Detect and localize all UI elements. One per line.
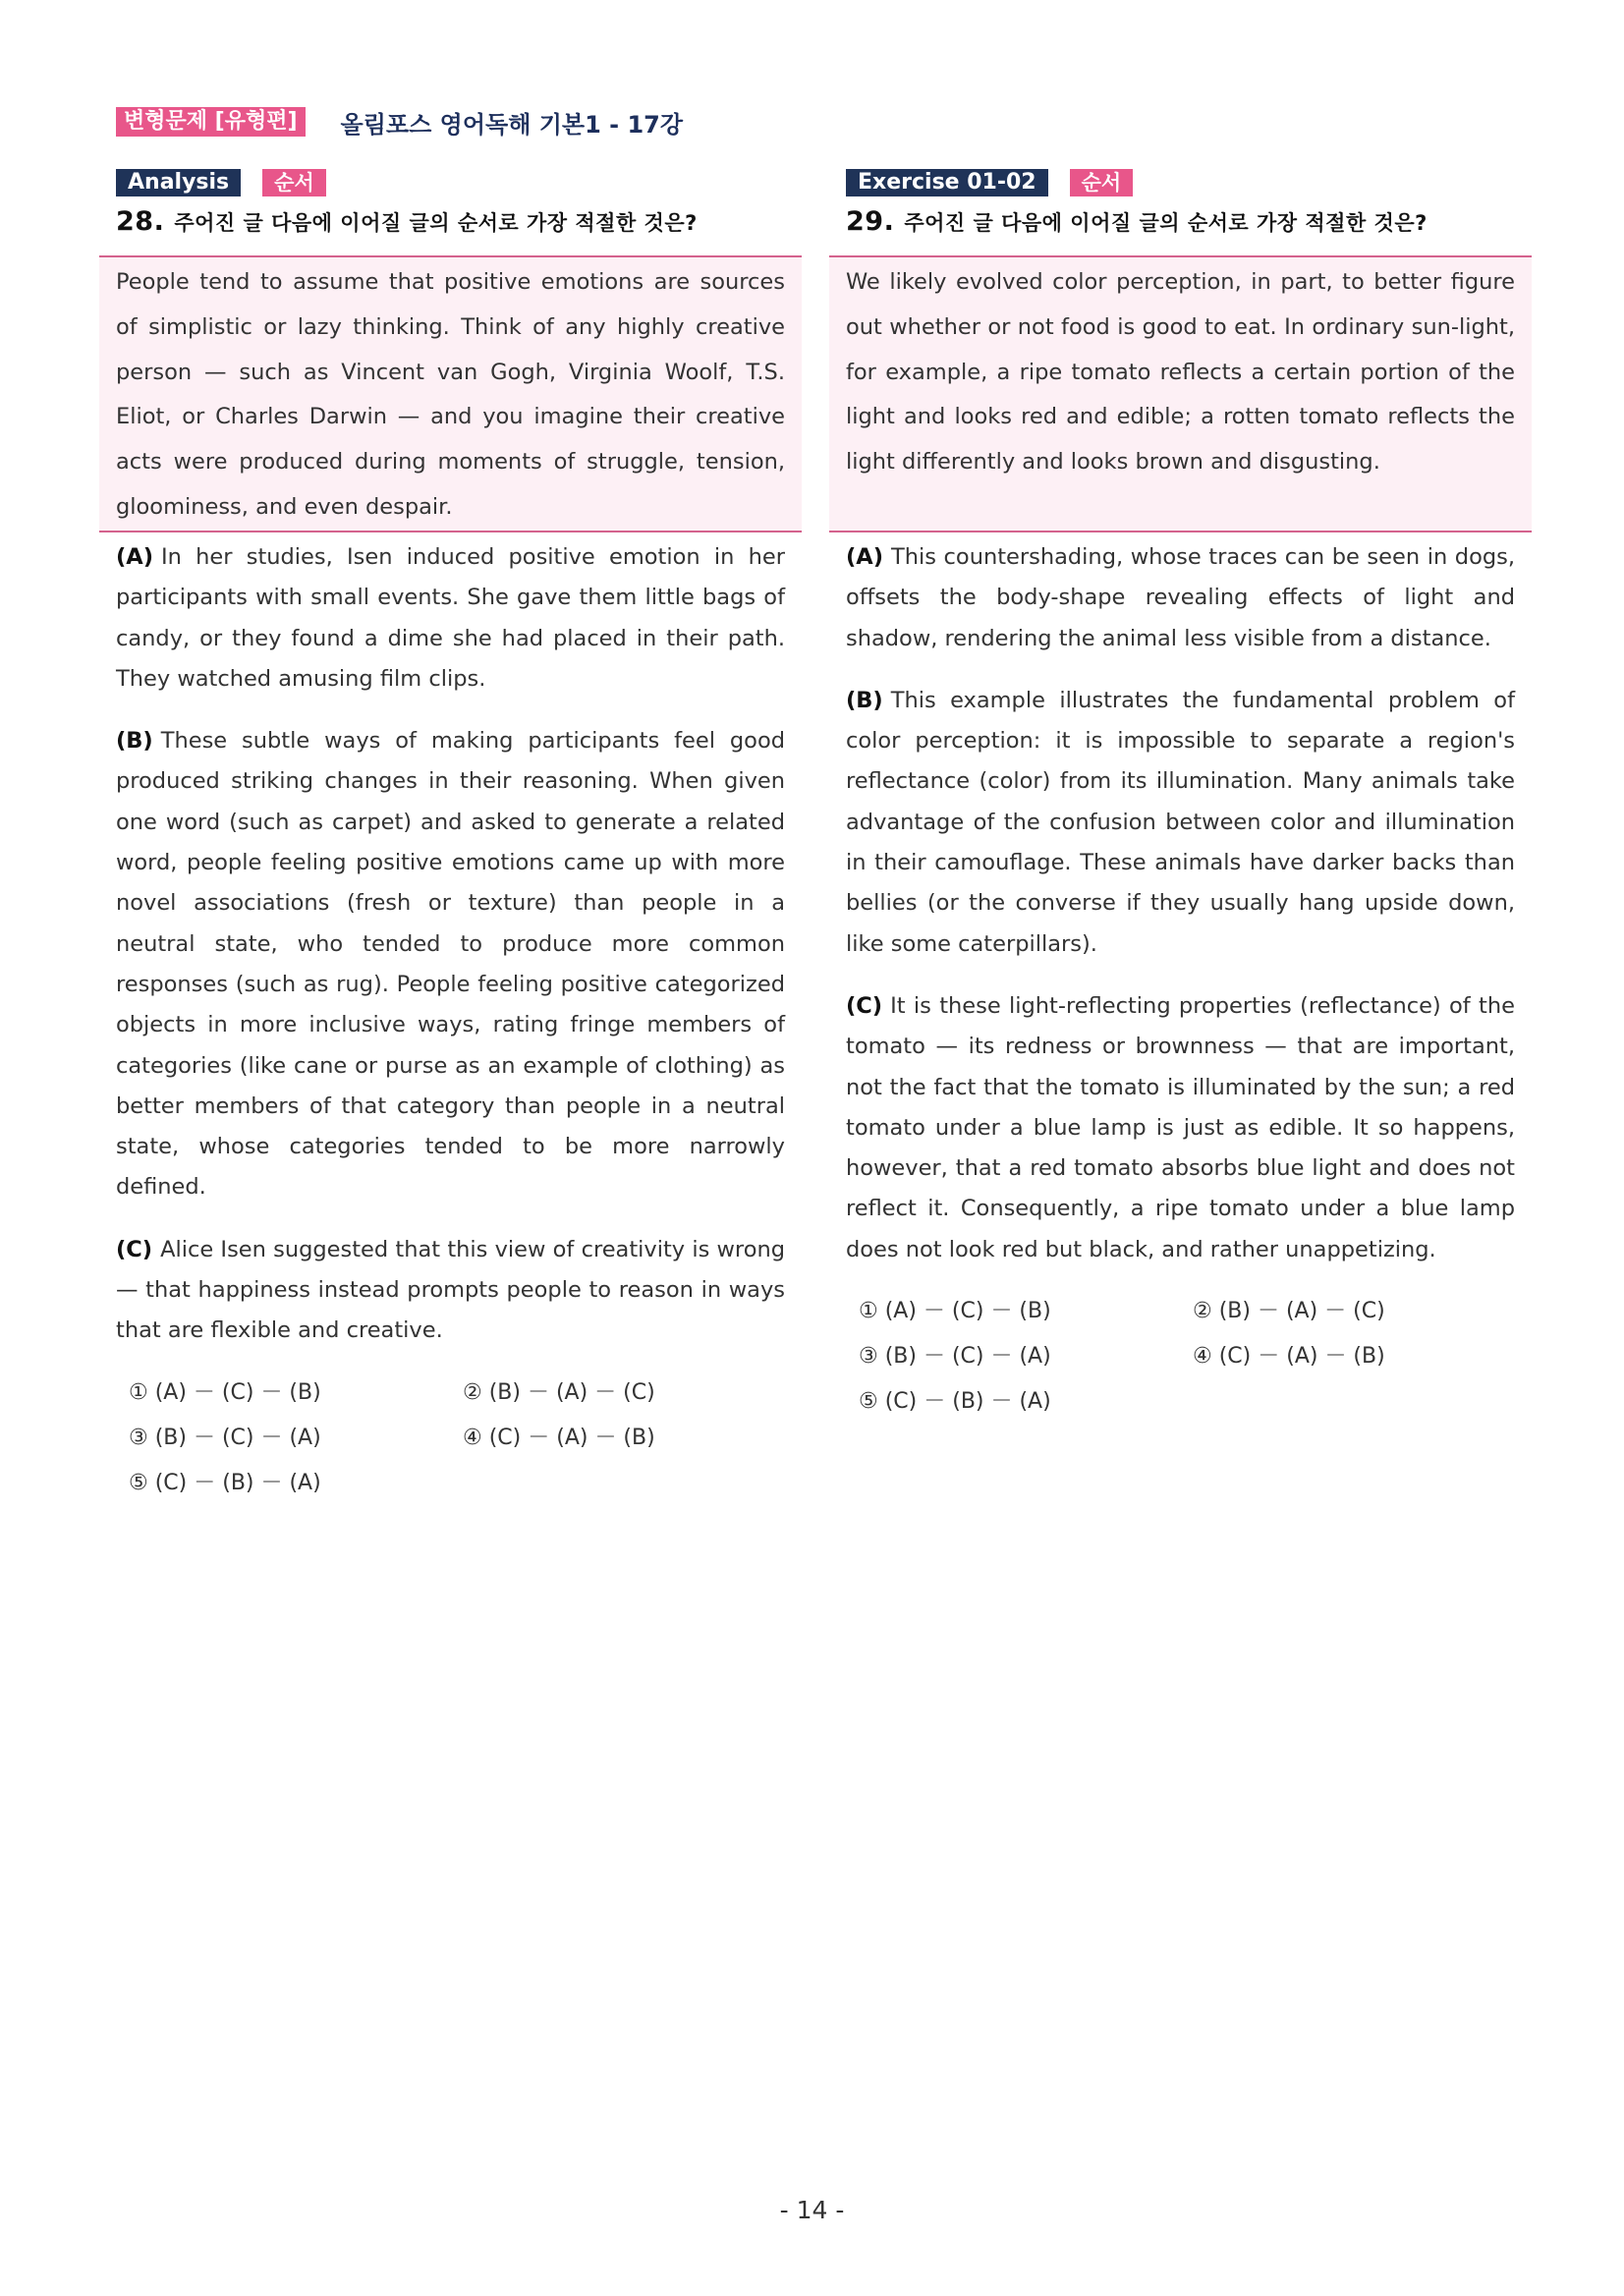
- paragraph-text: This countershading, whose traces can be seen in dogs, offsets the body-shape revealing effects of light and shadow, rendering the animal less visible from a distance.: [846, 544, 1515, 651]
- question-number: 29.: [846, 206, 895, 237]
- choice-4[interactable]: ④ (C) － (A) － (B): [463, 1425, 655, 1450]
- paragraph-c: [116, 1230, 785, 1352]
- paragraph-text: Alice Isen suggested that this view of creativity is wrong — that happiness instead prompts people to reason in ways that are flexible and creative.: [116, 1236, 785, 1344]
- choice-5[interactable]: ⑤ (C) － (B) － (A): [129, 1470, 321, 1495]
- given-passage: [99, 255, 802, 532]
- paragraph-c: [846, 986, 1515, 1270]
- exercise-tag: Exercise 01-02: [846, 169, 1048, 196]
- label-row: [116, 169, 802, 196]
- paragraph-label: (A): [116, 544, 153, 570]
- choice-2[interactable]: ② (B) － (A) － (C): [463, 1379, 655, 1405]
- question-prompt: [846, 205, 1532, 239]
- question-number: 28.: [116, 206, 165, 237]
- paragraph-text: In her studies, Isen induced positive emotion in her participants with small events. She gave them little bags of candy, or they found a dime she had placed in their path. They watched amusing film clips.: [116, 544, 785, 692]
- page-header: [116, 106, 683, 138]
- book-title: 올림포스 영어독해 기본1 - 17강: [340, 110, 684, 139]
- choice-5[interactable]: ⑤ (C) － (B) － (A): [859, 1389, 1051, 1415]
- choice-1[interactable]: ① (A) － (C) － (B): [859, 1299, 1051, 1324]
- analysis-tag: Analysis: [116, 169, 241, 196]
- section-tag: 변형문제 [유형편]: [116, 107, 306, 137]
- question-prompt: [116, 205, 802, 239]
- question-text: 주어진 글 다음에 이어질 글의 순서로 가장 적절한 것은?: [174, 211, 698, 235]
- paragraph-list: [99, 532, 802, 1352]
- paragraph-b: [116, 721, 785, 1208]
- paragraph-text: This example illustrates the fundamental problem of color perception: it is impossible to separate a region's reflectance (color) from its illumination. Many animals take advantage of the confusion between color and illumination in their camouflage. These animals have darker backs than bellies (or the converse if they usually hang upside down, like some caterpillars).: [846, 687, 1515, 957]
- answer-choices: [129, 1373, 802, 1503]
- paragraph-label: (C): [846, 992, 883, 1019]
- type-tag: 순서: [1070, 169, 1134, 196]
- choice-3[interactable]: ③ (B) － (C) － (A): [129, 1425, 321, 1450]
- paragraph-a: [116, 537, 785, 700]
- choice-3[interactable]: ③ (B) － (C) － (A): [859, 1344, 1051, 1370]
- answer-choices: [859, 1292, 1532, 1422]
- paragraph-b: [846, 681, 1515, 965]
- given-passage: [829, 255, 1532, 532]
- paragraph-text: It is these light-reflecting properties (reflectance) of the tomato — its redness or brownness — that are important, not the fact that the tomato is illuminated by the sun; a red tomato under a blue lamp is just as edible. It so happens, however, that a red tomato absorbs blue light and does not reflect it. Consequently, a ripe tomato under a blue lamp does not look red but black, and rather unappetizing.: [846, 992, 1515, 1262]
- choice-1[interactable]: ① (A) － (C) － (B): [129, 1379, 321, 1405]
- paragraph-label: (B): [846, 687, 883, 713]
- paragraph-label: (B): [116, 728, 153, 755]
- choice-2[interactable]: ② (B) － (A) － (C): [1193, 1299, 1385, 1324]
- paragraph-a: [846, 537, 1515, 659]
- passage-text: We likely evolved color perception, in part, to better figure out whether or not food is good to eat. In ordinary sun-light, for example, a ripe tomato reflects a certain portion of the light and looks red and edible; a rotten tomato reflects the light differently and looks brown and disgusting.: [846, 269, 1515, 476]
- choice-4[interactable]: ④ (C) － (A) － (B): [1193, 1344, 1385, 1370]
- question-text: 주어진 글 다음에 이어질 글의 순서로 가장 적절한 것은?: [904, 211, 1428, 235]
- label-row: [846, 169, 1532, 196]
- paragraph-text: These subtle ways of making participants feel good produced striking changes in their reasoning. When given one word (such as carpet) and asked to generate a related word, people feeling positive emotions came up with more novel associations (fresh or texture) than people in a neutral state, who tended to produce more common responses (such as rug). People feeling positive categorized objects in more inclusive ways, rating fringe members of categories (like cane or purse as an example of clothing) as better members of that category than people in a neutral state, whose categories tended to be more narrowly defined.: [116, 728, 785, 1201]
- paragraph-list: [829, 532, 1532, 1270]
- question-28: [99, 169, 802, 1503]
- passage-text: People tend to assume that positive emotions are sources of simplistic or lazy thinking. Think of any highly creative person — such as Vincent van Gogh, Virginia Woolf, T.S. Eliot, or Charles Darwin — and you imagine their creative acts were produced during moments of struggle, tension, gloominess, and even despair.: [116, 269, 785, 520]
- type-tag: 순서: [262, 169, 326, 196]
- question-29: [829, 169, 1532, 1422]
- page-number: - 14 -: [779, 2196, 845, 2224]
- paragraph-label: (A): [846, 544, 883, 570]
- paragraph-label: (C): [116, 1236, 153, 1262]
